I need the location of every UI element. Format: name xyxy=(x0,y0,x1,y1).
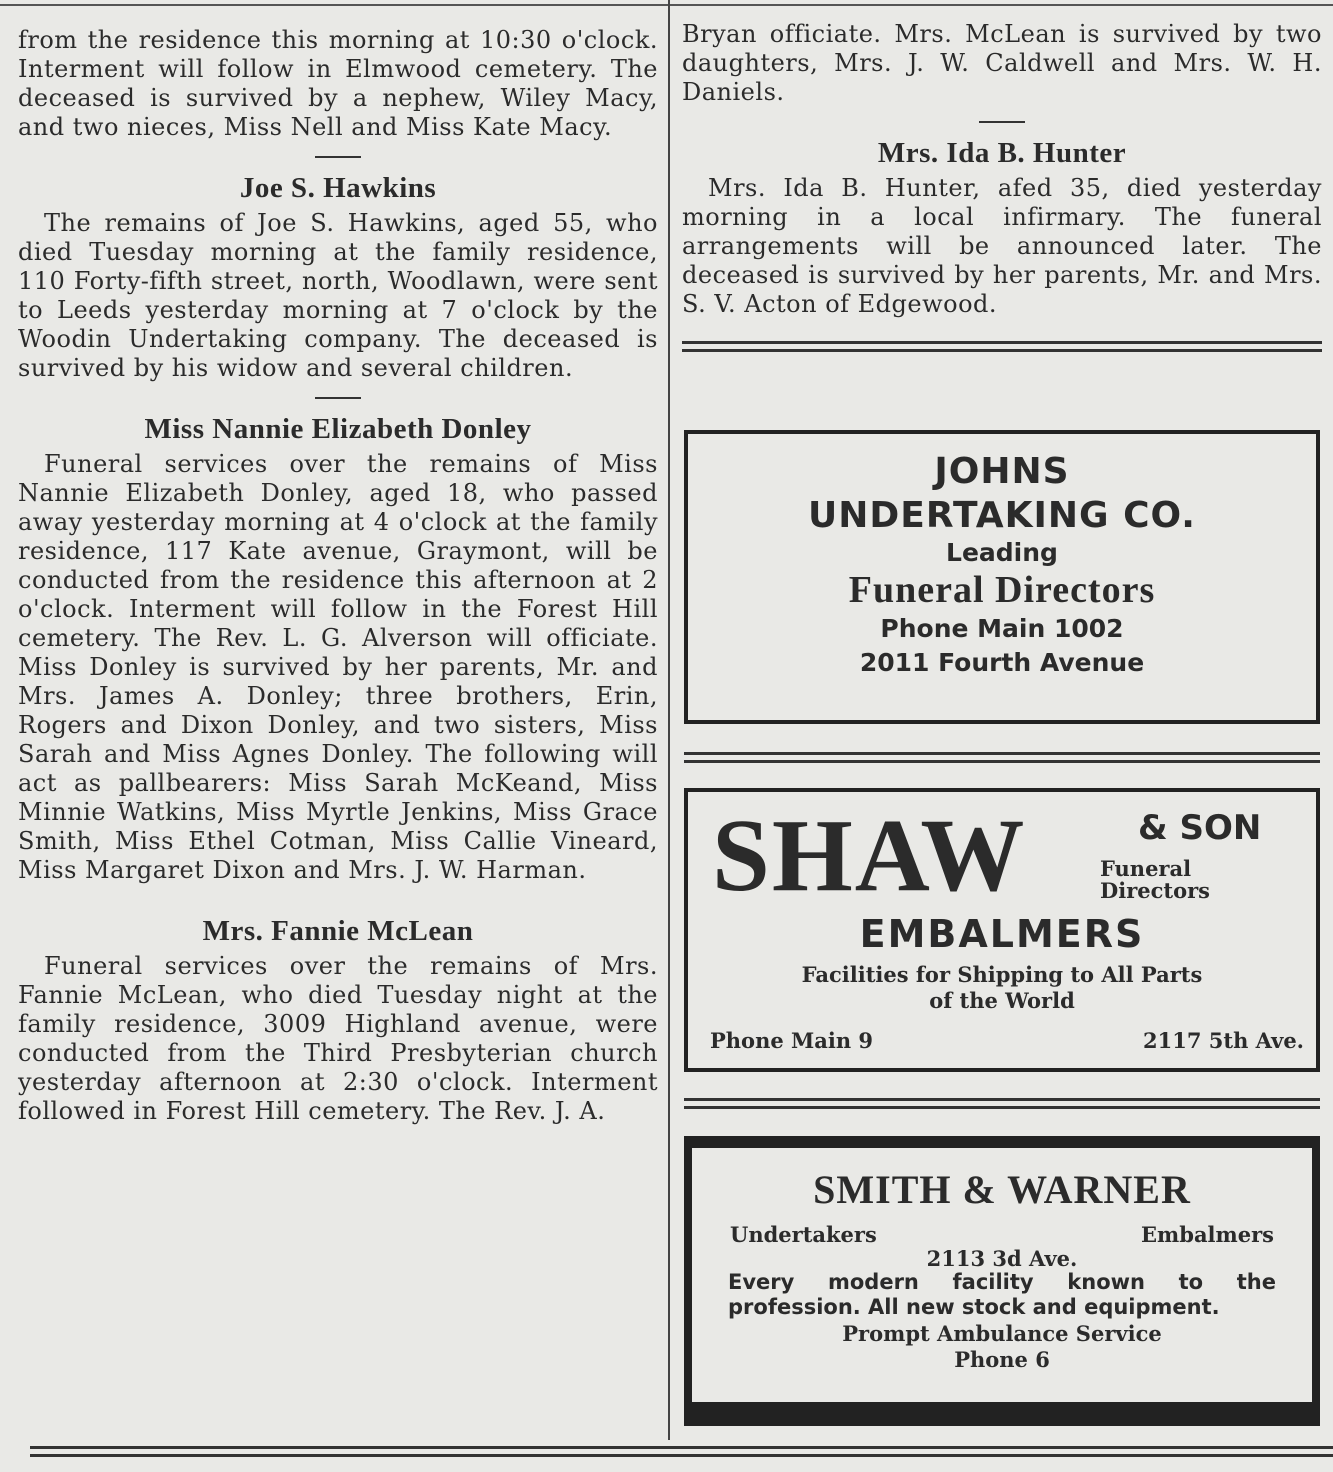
obituary-text-donley: Funeral services over the remains of Miss Nannie Elizabeth Donley, aged 18, who passed away yesterday morning at 4 o'clock at the family residence, 117 Kate avenue, Graymont, will be conducted from the residence this afternoon at 2 o'clock. Interment will follow in the Forest Hill cemetery. The Rev. L. G. Alverson will officiate. Miss Donley is survived by her parents, Mr. and Mrs. James A. Donley; three brothers, Erin, Rogers and Dixon Donley, and two sisters, Miss Sarah and Miss Agnes Donley. The following will act as pallbearers: Miss Sarah McKeand, Miss Minnie Watkins, Miss Myrtle Jenkins, Miss Grace Smith, Miss Ethel Cotman, Miss Callie Vineard, Miss Margaret Dixon and Mrs. J. W. Harman. xyxy=(18,450,658,884)
johns-undertaking-ad xyxy=(684,430,1320,724)
obituary-text-hawkins: The remains of Joe S. Hawkins, aged 55, who died Tuesday morning at the family residence, 110 Forty-fifth street, north, Woodlawn, were sent to Leeds yesterday morning at 7 o'clock by the Woodin Undertaking company. The deceased is survived by his widow and several children. xyxy=(18,209,658,382)
ad-service-left: Undertakers xyxy=(730,1222,877,1247)
ad-ambulance: Prompt Ambulance Service xyxy=(842,1321,1162,1346)
double-rule xyxy=(684,752,1320,768)
ad-tagline: Leading xyxy=(946,538,1058,567)
ad-address: 2011 Fourth Avenue xyxy=(859,648,1145,677)
ad-description: Every modern facility known to the profession. All new stock and equipment. xyxy=(728,1270,1276,1319)
right-column xyxy=(682,20,1322,357)
shaw-and-son-ad xyxy=(684,788,1320,1072)
intro-paragraph: from the residence this morning at 10:30 o'clock. Interment will follow in Elmwood cemetery. The deceased is survived by a nephew, Wiley Macy, and two nieces, Miss Nell and Miss Kate Macy. xyxy=(18,26,658,141)
double-rule xyxy=(684,1098,1320,1114)
ad-facilities-line: of the World xyxy=(929,988,1075,1013)
obituary-text-mclean: Funeral services over the remains of Mrs. Fannie McLean, who died Tuesday night at the family residence, 3009 Highland avenue, were conducted from the Third Presbyterian church yesterday afternoon at 2:30 o'clock. Interment followed in Forest Hill cemetery. The Rev. J. A. xyxy=(18,952,658,1125)
ad-address: 2117 5th Ave. xyxy=(1143,1028,1304,1053)
top-rule xyxy=(0,4,1333,6)
ad-embalmers: EMBALMERS xyxy=(859,912,1145,956)
ad-phone: Phone 6 xyxy=(954,1347,1050,1372)
separator xyxy=(979,121,1025,123)
obituary-text-hunter: Mrs. Ida B. Hunter, afed 35, died yesterday morning in a local infirmary. The funeral arrangements will be announced later. The deceased is survived by her parents, Mr. and Mrs. S. V. Acton of Edgewood. xyxy=(682,174,1322,318)
ad-phone: Phone Main 9 xyxy=(710,1028,874,1053)
obituary-heading-hunter: Mrs. Ida B. Hunter xyxy=(877,137,1127,169)
ad-phone: Phone Main 1002 xyxy=(880,614,1124,643)
double-rule xyxy=(682,341,1322,352)
ad-service-line: Directors xyxy=(1100,878,1210,903)
ad-company-name: SHAW xyxy=(712,798,1027,913)
ad-service-right: Embalmers xyxy=(1141,1222,1274,1247)
separator xyxy=(315,156,361,158)
ad-company-name: UNDERTAKING CO. xyxy=(808,495,1196,536)
obituary-heading-mclean: Mrs. Fannie McLean xyxy=(202,915,474,947)
separator xyxy=(315,899,361,901)
separator xyxy=(315,397,361,399)
left-column xyxy=(18,26,658,1126)
ad-service-line: Funeral xyxy=(1100,856,1192,881)
obituary-heading-hawkins: Joe S. Hawkins xyxy=(239,172,437,204)
ad-facilities xyxy=(688,962,1316,1014)
bottom-rule xyxy=(30,1446,1333,1462)
ad-address: 2113 3d Ave. xyxy=(926,1246,1078,1271)
ad-company-name: SMITH & WARNER xyxy=(813,1167,1191,1212)
ad-services-row xyxy=(692,1222,1312,1248)
ad-service xyxy=(1100,858,1210,902)
obituary-heading-donley: Miss Nannie Elizabeth Donley xyxy=(144,413,532,445)
smith-and-warner-ad xyxy=(684,1136,1320,1426)
column-rule xyxy=(668,0,670,1440)
ad-service: Funeral Directors xyxy=(848,569,1156,611)
ad-company-suffix: & SON xyxy=(1138,808,1262,848)
continued-paragraph: Bryan officiate. Mrs. McLean is survived by two daughters, Mrs. J. W. Caldwell and Mrs. W. H. Daniels. xyxy=(682,20,1322,106)
ad-facilities-line: Facilities for Shipping to All Parts xyxy=(801,962,1203,987)
ad-company-name: JOHNS xyxy=(934,451,1070,492)
